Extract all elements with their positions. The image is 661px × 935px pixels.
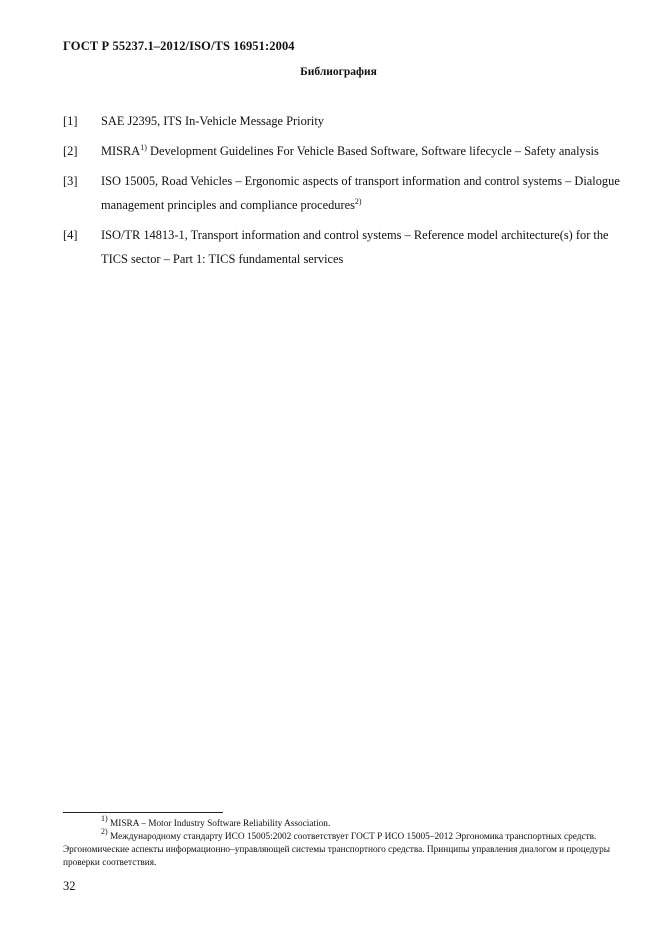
footnote-reference: 2) [354, 197, 362, 206]
bibliography-list [63, 109, 623, 277]
bibliography-entry [63, 169, 623, 217]
bibliography-text-part: ISO 15005, Road Vehicles – Ergonomic aspects of transport information and control systems – Dialogue management principles and compliance procedures [101, 174, 620, 212]
footnote-divider [63, 812, 223, 813]
page-number: 32 [63, 879, 76, 893]
footnotes [63, 814, 611, 870]
footnote [63, 827, 611, 870]
bibliography-entry [63, 223, 623, 271]
bibliography-entry [63, 109, 623, 133]
bibliography-entry [63, 139, 623, 163]
bibliography-text-part: Development Guidelines For Vehicle Based Software, Software lifecycle – Safety analysis [146, 144, 599, 158]
bibliography-text [101, 139, 623, 163]
footnote-reference: 1) [140, 143, 147, 152]
document-header: ГОСТ Р 55237.1–2012/ISO/TS 16951:2004 [63, 39, 295, 53]
section-title: Библиография [300, 66, 377, 78]
bibliography-text [101, 169, 623, 217]
footnote-mark: 1) [101, 814, 108, 823]
bibliography-text: SAE J2395, ITS In-Vehicle Message Priority [101, 114, 325, 128]
bibliography-number: [3] [63, 174, 78, 188]
bibliography-number: [4] [63, 228, 78, 242]
footnote [63, 814, 611, 831]
footnote-mark: 2) [101, 827, 108, 836]
bibliography-number: [2] [63, 144, 78, 158]
bibliography-number: [1] [63, 114, 78, 128]
bibliography-text: ISO/TR 14813-1, Transport information and control systems – Reference model architecture(s) for the TICS sector – Part 1: TICS fundamental services [101, 228, 609, 266]
bibliography-text-part: MISRA [101, 144, 141, 158]
footnote-text: MISRA – Motor Industry Software Reliability Association. [107, 819, 331, 829]
footnote-text: Международному стандарту ИСО 15005:2002 соответствует ГОСТ Р ИСО 15005–2012 Эргономика транспортных средств. Эргономические аспекты информационно–управляющей системы транспортного средства. Принципы управления диалогом и процедуры проверки соответствия. [63, 832, 610, 868]
